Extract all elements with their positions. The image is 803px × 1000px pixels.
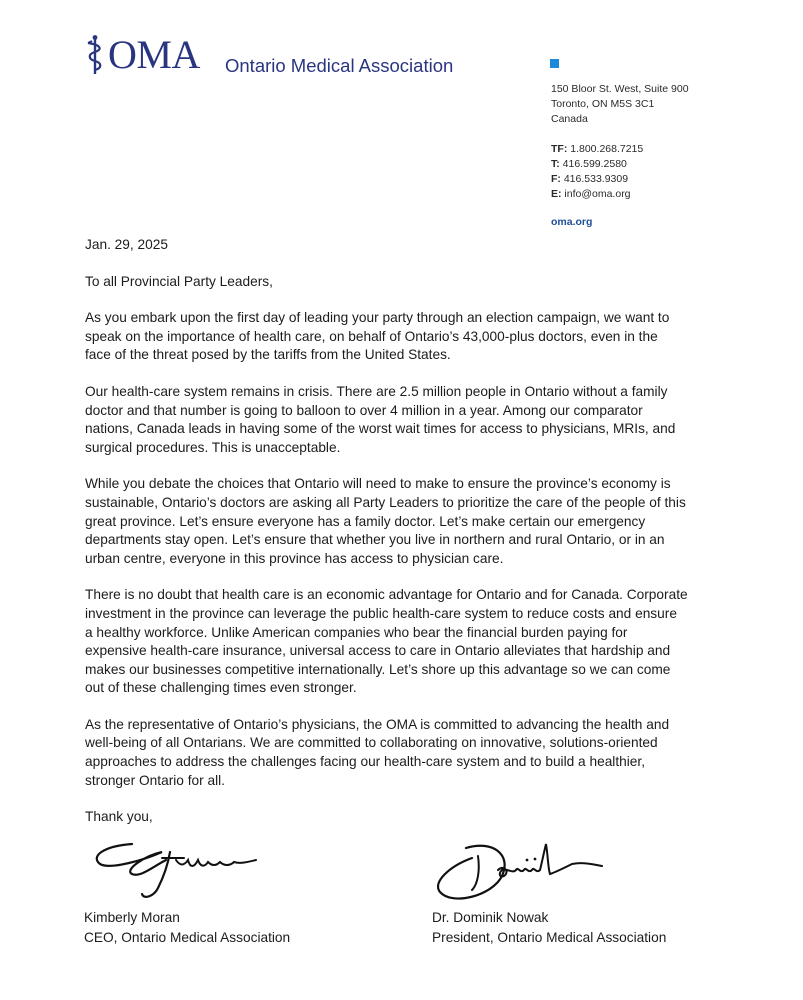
paragraph: As the representative of Ontario’s physicians, the OMA is committed to advancing the health and well-being of all Ontarians. We are committed to collaborating on innovative, solutions-oriented approaches to address the challenges facing our health-care system and to build a healthier, stronger Ontario for all.: [85, 716, 670, 788]
signatory-title: CEO, Ontario Medical Association: [84, 930, 291, 945]
paragraph: Our health-care system remains in crisis. There are 2.5 million people in Ontario without a family doctor and that number is going to balloon to over 4 million in a year. Among our comparator nations, Canada leads in having some of the worst wait times for access to physicians, MRIs, and surgical procedures. This is unacceptable.: [85, 383, 676, 455]
oma-logo-text: OMA: [108, 32, 200, 77]
address-line: Canada: [551, 113, 588, 125]
email-line: E: info@oma.org: [551, 188, 631, 200]
telephone-line: T: 416.599.2580: [551, 158, 627, 170]
caduceus-icon: [84, 34, 106, 76]
toll-free-line: TF: 1.800.268.7215: [551, 143, 644, 155]
letterhead: [84, 34, 484, 80]
fax-line: F: 416.533.9309: [551, 173, 629, 185]
organization-name: Ontario Medical Association: [225, 55, 454, 76]
accent-square: [550, 59, 559, 68]
paragraph: There is no doubt that health care is an economic advantage for Ontario and for Canada. Corporate investment in the province can leverage the public health-care system to reduce costs and ensure a healthy workforce. Unlike American companies who bear the financial burden paying for expensive health-care insurance, universal access to care in Ontario alleviates that hardship and makes our businesses competitive internationally. Let’s shore up this advantage so we can come out of these challenging times even stronger.: [85, 587, 688, 696]
signatory-name: Kimberly Moran: [84, 910, 180, 925]
address-line: Toronto, ON M5S 3C1: [551, 98, 655, 110]
signature-moran: [84, 830, 284, 908]
closing: Thank you,: [85, 809, 153, 825]
signature-block-moran: [84, 830, 344, 948]
paragraph: As you embark upon the first day of leading your party through an election campaign, we want to speak on the importance of health care, on behalf of Ontario’s 43,000-plus doctors, even in the face of the threat posed by the tariffs from the United States.: [85, 310, 670, 363]
address-line: 150 Bloor St. West, Suite 900: [551, 83, 689, 95]
signature-block-nowak: [432, 830, 732, 948]
letter-date: Jan. 29, 2025: [85, 237, 168, 252]
signatory-title: President, Ontario Medical Association: [432, 930, 667, 945]
letter-body: [85, 236, 725, 827]
paragraph: While you debate the choices that Ontario will need to make to ensure the province’s economy is sustainable, Ontario’s doctors are asking all Party Leaders to prioritize the care of the people of this great province. Let’s ensure everyone has a family doctor. Let’s make certain our emergency departments stay open. Let’s ensure that whether you live in northern and rural Ontario, or in an urban centre, everyone in this province has access to physician care.: [85, 476, 686, 566]
salutation: To all Provincial Party Leaders,: [85, 273, 273, 289]
website-link[interactable]: oma.org: [551, 216, 593, 228]
contact-block: [551, 82, 689, 230]
signatory-name: Dr. Dominik Nowak: [432, 910, 549, 925]
signature-nowak: [432, 830, 632, 908]
